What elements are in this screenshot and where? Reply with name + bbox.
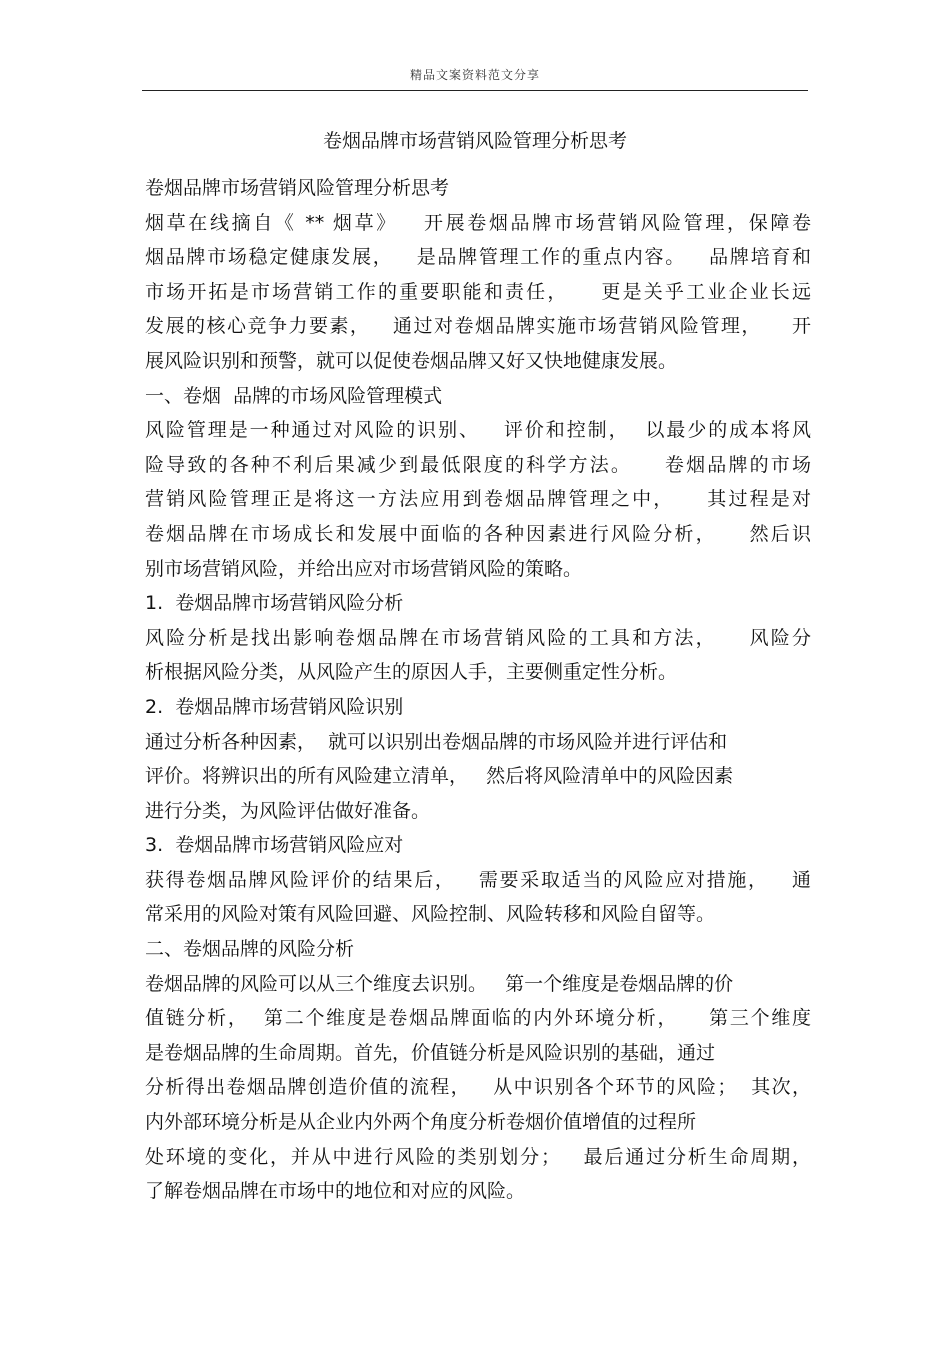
- body-text-line: 3. 卷烟品牌市场营销风险应对: [145, 834, 404, 857]
- body-text-line: 烟品牌市场稳定健康发展， 是品牌管理工作的重点内容。 品牌培育和: [145, 246, 811, 269]
- body-text-line: 卷烟品牌市场营销风险管理分析思考: [145, 177, 450, 199]
- body-text-line: 是卷烟品牌的生命周期。首先，价值链分析是风险识别的基础，通过: [145, 1041, 716, 1064]
- body-text-line: 常采用的风险对策有风险回避、风险控制、风险转移和风险自留等。: [145, 903, 716, 926]
- body-text-line: 别市场营销风险，并给出应对市场营销风险的策略。: [145, 557, 583, 580]
- body-text-line: 发展的核心竞争力要素， 通过对卷烟品牌实施市场营销风险管理， 开: [145, 315, 811, 338]
- body-text-line: 烟草在线摘自《 ** 烟草》 开展卷烟品牌市场营销风险管理，保障卷: [145, 211, 811, 234]
- document-body: [145, 171, 811, 1209]
- body-text-line: 2. 卷烟品牌市场营销风险识别: [145, 695, 404, 718]
- body-text-line: 风险分析是找出影响卷烟品牌在市场营销风险的工具和方法， 风险分: [145, 626, 811, 649]
- body-text-line: 卷烟品牌的风险可以从三个维度去识别。 第一个维度是卷烟品牌的价: [145, 972, 734, 995]
- body-text-line: 了解卷烟品牌在市场中的地位和对应的风险。: [145, 1180, 526, 1203]
- document-title: 卷烟品牌市场营销风险管理分析思考: [322, 130, 627, 152]
- body-text-line: 卷烟品牌在市场成长和发展中面临的各种因素进行风险分析， 然后识: [145, 522, 811, 545]
- body-text-line: 处环境的变化，并从中进行风险的类别划分； 最后通过分析生命周期，: [145, 1145, 811, 1168]
- header-divider: [142, 90, 808, 91]
- body-text-line: 分析得出卷烟品牌创造价值的流程， 从中识别各个环节的风险； 其次，: [145, 1076, 811, 1099]
- body-text-line: 营销风险管理正是将这一方法应用到卷烟品牌管理之中， 其过程是对: [145, 488, 811, 511]
- page-header-text: 精品文案资料范文分享: [409, 68, 540, 82]
- body-text-line: 1. 卷烟品牌市场营销风险分析: [145, 592, 404, 615]
- body-text-line: 内外部环境分析是从企业内外两个角度分析卷烟价值增值的过程所: [145, 1111, 697, 1134]
- body-text-line: 进行分类，为风险评估做好准备。: [145, 799, 431, 822]
- body-text-line: 通过分析各种因素， 就可以识别出卷烟品牌的市场风险并进行评估和: [145, 730, 728, 753]
- body-text-line: 值链分析， 第二个维度是卷烟品牌面临的内外环境分析， 第三个维度: [145, 1007, 811, 1030]
- body-text-line: 二、卷烟品牌的风险分析: [145, 938, 355, 961]
- body-text-line: 获得卷烟品牌风险评价的结果后， 需要采取适当的风险应对措施， 通: [145, 868, 811, 891]
- body-text-line: 风险管理是一种通过对风险的识别、 评价和控制， 以最少的成本将风: [145, 419, 811, 442]
- body-text-line: 析根据风险分类，从风险产生的原因人手，主要侧重定性分析。: [145, 661, 678, 684]
- body-text-line: 评价。将辨识出的所有风险建立清单， 然后将风险清单中的风险因素: [145, 765, 734, 788]
- body-text-line: 险导致的各种不利后果减少到最低限度的科学方法。 卷烟品牌的市场: [145, 453, 811, 476]
- body-text-line: 市场开拓是市场营销工作的重要职能和责任， 更是关乎工业企业长远: [145, 280, 811, 303]
- body-text-line: 一、卷烟 品牌的市场风险管理模式: [145, 384, 443, 407]
- body-text-line: 展风险识别和预警，就可以促使卷烟品牌又好又快地健康发展。: [145, 349, 678, 372]
